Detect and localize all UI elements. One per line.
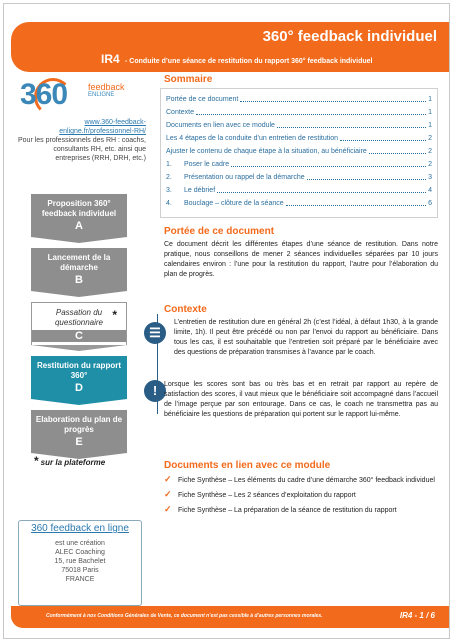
check-icon: ✓ [164, 474, 172, 484]
contact-box [18, 520, 142, 606]
checklist-icon: ☰ [144, 322, 166, 344]
contact-line5: FRANCE [65, 576, 95, 583]
step-c-star: * [112, 308, 117, 322]
toc-item[interactable]: Ajuster le contenu de chaque étape à la situation, au bénéficiaire 2 [166, 145, 432, 158]
process-steps [31, 194, 127, 464]
contact-line2: ALEC Coaching [55, 549, 105, 556]
plateforme-note [34, 454, 105, 468]
contexte-title: Contexte [164, 304, 207, 315]
step-a [31, 194, 127, 243]
document-code-line [101, 52, 372, 66]
documents-item[interactable]: ✓ Fiche Synthèse – La préparation de la séance de restitution du rapport [164, 504, 397, 514]
step-d-letter: D [75, 382, 83, 394]
step-c-label: Passation du questionnaire [54, 308, 104, 327]
toc-item[interactable]: Les 4 étapes de la conduite d’un entretien de restitution 2 [166, 132, 432, 145]
step-b [31, 248, 127, 297]
footer-text: Conformément à nos Conditions Générales de Vente, ce document n’est pas cessible à d’autres personnes morales. [46, 613, 323, 619]
documents-list [164, 476, 438, 521]
sidebar-link[interactable]: www.360-feedback-enligne.fr/professionnel-RH/ [59, 119, 146, 135]
step-e-label: Elaboration du plan de progrès [35, 415, 123, 434]
table-of-contents [160, 88, 438, 218]
sidebar-info [18, 118, 146, 163]
warning-icon: ! [144, 380, 166, 402]
documents-item[interactable]: ✓ Fiche Synthèse – Les 2 séances d’exploitation du rapport [164, 489, 356, 499]
contexte-paragraph-1: L’entretien de restitution dure en général 2h (c’est l’idéal, à défaut 1h30, à la grande limite, 1h). Il peut être précédé ou non par l’envoi du rapport au bénéficiaire. Dans tous les cas, il est souhaitable que l’entretien soit préparé par le bénéficiaire avec des questions de préparation transmises à l’avance par le coach. [174, 319, 438, 356]
portee-title: Portée de ce document [164, 226, 275, 237]
logo-brand-line2: ENLIGNE [88, 92, 115, 98]
step-e-letter: E [75, 436, 83, 448]
toc-subitem[interactable]: 1. Poser le cadre 2 [166, 158, 432, 171]
step-d-label: Restitution du rapport 360° [37, 361, 121, 380]
plateforme-text: sur la plateforme [40, 458, 106, 467]
toc-subitem[interactable]: 2. Présentation ou rappel de la démarche 3 [166, 171, 432, 184]
contact-line4: 75018 Paris [61, 567, 99, 574]
step-d [31, 356, 127, 405]
logo-number: 360 [20, 78, 68, 111]
toc-item[interactable]: Contexte 1 [166, 106, 432, 119]
sommaire-title: Sommaire [164, 74, 213, 85]
document-code: IR4 [101, 52, 120, 66]
toc-item[interactable]: Documents en lien avec ce module 1 [166, 119, 432, 132]
contact-title[interactable]: 360 feedback en ligne [31, 523, 129, 534]
step-a-letter: A [75, 220, 83, 232]
footer-banner [11, 606, 449, 628]
logo-brand-line1: feedback [88, 82, 125, 92]
step-a-label: Proposition 360° feedback individuel [41, 199, 117, 218]
brand-logo [20, 78, 140, 116]
documents-item[interactable]: ✓ Fiche Synthèse – Les éléments du cadre d’une démarche 360° feedback individuel [164, 474, 435, 484]
header-banner [11, 22, 449, 72]
document-page [3, 3, 450, 639]
document-title: 360° feedback individuel [262, 28, 437, 45]
sidebar-audience: Pour les professionnels des RH : coachs, consultants RH, etc. ainsi que entreprises (RRH, DRH, etc.) [18, 137, 147, 162]
step-b-letter: B [75, 274, 83, 286]
contact-line3: 15, rue Bachelet [54, 558, 106, 565]
plateforme-star: * [34, 454, 39, 468]
toc-item[interactable]: Portée de ce document 1 [166, 93, 432, 106]
contexte-paragraph-2: Lorsque les scores sont bas ou très bas et en retrait par rapport au repère de satisfaction des scores, il vaut mieux que le bénéficiaire soit accompagné dans l’accueil de l’image perçue par son entourage. Dans ce cas, le coach ne transmettra pas au bénéficiaire les questions de préparation qui portent sur le rapport lui-même. [164, 381, 438, 418]
toc-subitem[interactable]: 3. Le débrief 4 [166, 184, 432, 197]
document-subtitle: - Conduite d’une séance de restitution du rapport 360° feedback individuel [125, 58, 373, 65]
documents-title: Documents en lien avec ce module [164, 460, 331, 471]
portee-text: Ce document décrit les différentes étapes d’une séance de restitution. Dans notre pratique, nous conseillons de mener 2 séances individuelles séparées par 10 jours calendaires environ : l’une pour la restitution du rapport, l’autre pour l’élaboration du plan de progrès. [164, 241, 438, 278]
step-c [31, 302, 127, 351]
check-icon: ✓ [164, 504, 172, 514]
check-icon: ✓ [164, 489, 172, 499]
step-c-letter: C [32, 330, 126, 342]
step-e [31, 410, 127, 459]
contact-line1: est une création [55, 540, 105, 547]
page-number: IR4 - 1 / 6 [399, 611, 435, 620]
toc-subitem[interactable]: 4. Bouclage – clôture de la séance 6 [166, 197, 432, 210]
step-b-label: Lancement de la démarche [47, 253, 111, 272]
